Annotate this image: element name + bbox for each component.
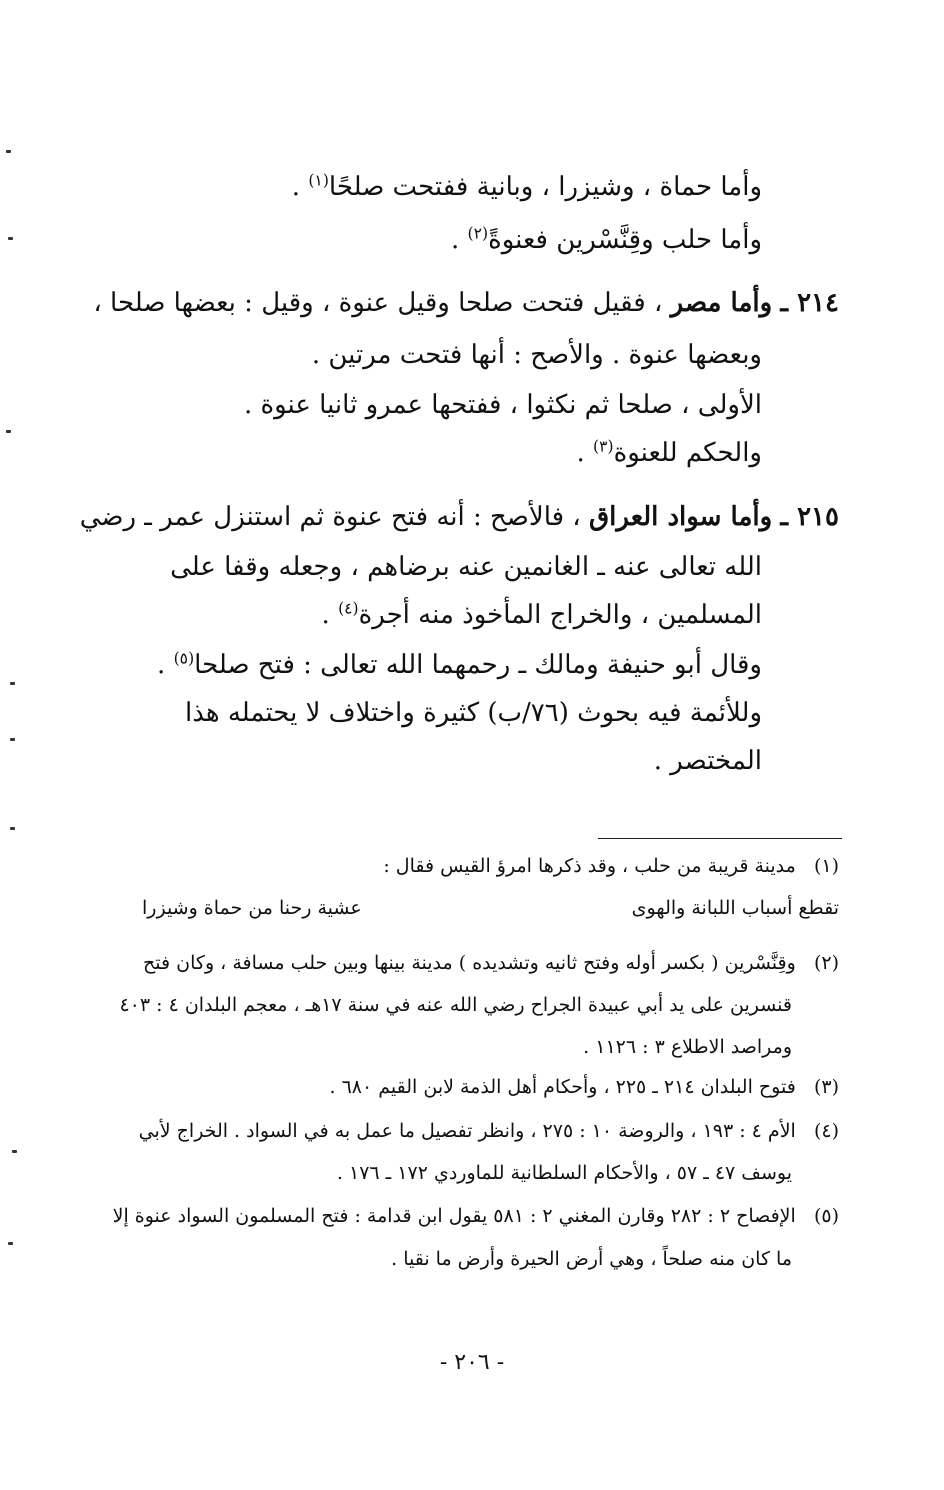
footnote-ref-4[interactable]: (٤) (338, 599, 359, 618)
margin-mark (8, 237, 13, 240)
margin-mark (6, 430, 11, 433)
footnote-2-line-1: (٢) وقِنَّسْرين ( بكسر أوله وفتح ثانيه وتشديده ) مدينة بينها وبين حلب مسافة ، وكان فتح (143, 952, 839, 974)
paragraph-number: ٢١٤ ـ (780, 288, 839, 318)
footnote-ref-5[interactable]: (٥) (173, 649, 195, 668)
footnote-number: (٤) (813, 1120, 839, 1142)
footnote-separator (598, 838, 842, 839)
paragraph-215-line-2: الله تعالى عنه ـ الغانمين عنه برضاهم ، وجعله وقفا على (170, 552, 762, 582)
intro-line-2: وأما حلب وقِنَّسْرين فعنوةً$^{(٢)}$ . (450, 224, 762, 255)
margin-mark (8, 1242, 13, 1245)
footnote-2-line-2: قنسرين على يد أبي عبيدة الجراح رضي الله عنه في سنة ١٧هـ ، معجم البلدان ٤ : ٤٠٣ (119, 994, 792, 1016)
paragraph-heading: وأما مصر (670, 288, 773, 318)
margin-mark (10, 827, 15, 830)
paragraph-215-line-6: المختصر . (653, 746, 762, 776)
footnote-4-line-2: يوسف ٤٧ ـ ٥٧ ، والأحكام السلطانية للماوردي ١٧٢ ـ ١٧٦ . (336, 1162, 792, 1184)
paragraph-number: ٢١٥ ـ (780, 502, 839, 532)
paragraph-214-line-3: الأولى ، صلحا ثم نكثوا ، ففتحها عمرو ثانيا عنوة . (243, 390, 762, 420)
paragraph-215-line-4: وقال أبو حنيفة ومالك ـ رحمهما الله تعالى : فتح صلحا$^{(٥)}$ . (157, 649, 762, 680)
margin-mark (6, 150, 11, 153)
paragraph-heading: وأما سواد العراق (588, 502, 773, 532)
footnote-1-verse-first-hemistich: تقطع أسباب اللبانة والهوى (631, 897, 839, 919)
footnote-4-line-1: (٤) الأم ٤ : ١٩٣ ، والروضة ١٠ : ٢٧٥ ، وانظر تفصيل ما عمل به في السواد . الخراج لأبي (138, 1120, 839, 1142)
paragraph-214-line-1: ٢١٤ ـ وأما مصر ، فقيل فتحت صلحا وقيل عنوة ، وقيل : بعضها صلحا ، (93, 288, 839, 318)
footnote-3: (٣) فتوح البلدان ٢١٤ ـ ٢٢٥ ، وأحكام أهل الذمة لابن القيم ٦٨٠ . (329, 1076, 839, 1098)
intro-line-1: وأما حماة ، وشيزرا ، وبانية ففتحت صلحًا$^{(١)}$ . (291, 171, 762, 202)
footnote-ref-1[interactable]: (١) (308, 171, 329, 190)
footnote-5-line-1: (٥) الإفصاح ٢ : ٢٨٢ وقارن المغني ٢ : ٥٨١ يقول ابن قدامة : فتح المسلمون السواد عنوة إلا (112, 1205, 839, 1227)
paragraph-215-line-1: ٢١٥ ـ وأما سواد العراق ، فالأصح : أنه فتح عنوة ثم استنزل عمر ـ رضي (79, 502, 839, 532)
paragraph-215-line-3: المسلمين ، والخراج المأخوذ منه أجرة$^{(٤)}$ . (321, 599, 762, 630)
margin-mark (10, 738, 15, 741)
page-number: - ٢٠٦ - (439, 1350, 505, 1375)
margin-mark (12, 1150, 17, 1153)
footnote-1: (١) مدينة قريبة من حلب ، وقد ذكرها امرؤ القيس فقال : (383, 855, 839, 877)
footnote-ref-3[interactable]: (٣) (593, 437, 614, 456)
paragraph-215-line-5: وللأئمة فيه بحوث (٧٦/ب) كثيرة واختلاف لا يحتمله هذا (185, 698, 762, 728)
footnote-number: (١) (813, 855, 839, 877)
footnote-number: (٣) (813, 1076, 839, 1098)
paragraph-214-line-2: وبعضها عنوة . والأصح : أنها فتحت مرتين . (311, 340, 762, 370)
footnote-2-line-3: ومراصد الاطلاع ٣ : ١١٢٦ . (583, 1036, 792, 1058)
paragraph-214-line-4: والحكم للعنوة$^{(٣)}$ . (576, 437, 762, 468)
footnote-ref-2[interactable]: (٢) (467, 224, 489, 243)
margin-mark (10, 682, 15, 685)
footnote-number: (٥) (813, 1205, 839, 1227)
footnote-1-verse-second-hemistich: عشية رحنا من حماة وشيزرا (142, 897, 362, 919)
footnote-5-line-2: ما كان منه صلحاً ، وهي أرض الحيرة وأرض ما نقيا . (391, 1248, 792, 1270)
footnote-number: (٢) (813, 952, 839, 974)
